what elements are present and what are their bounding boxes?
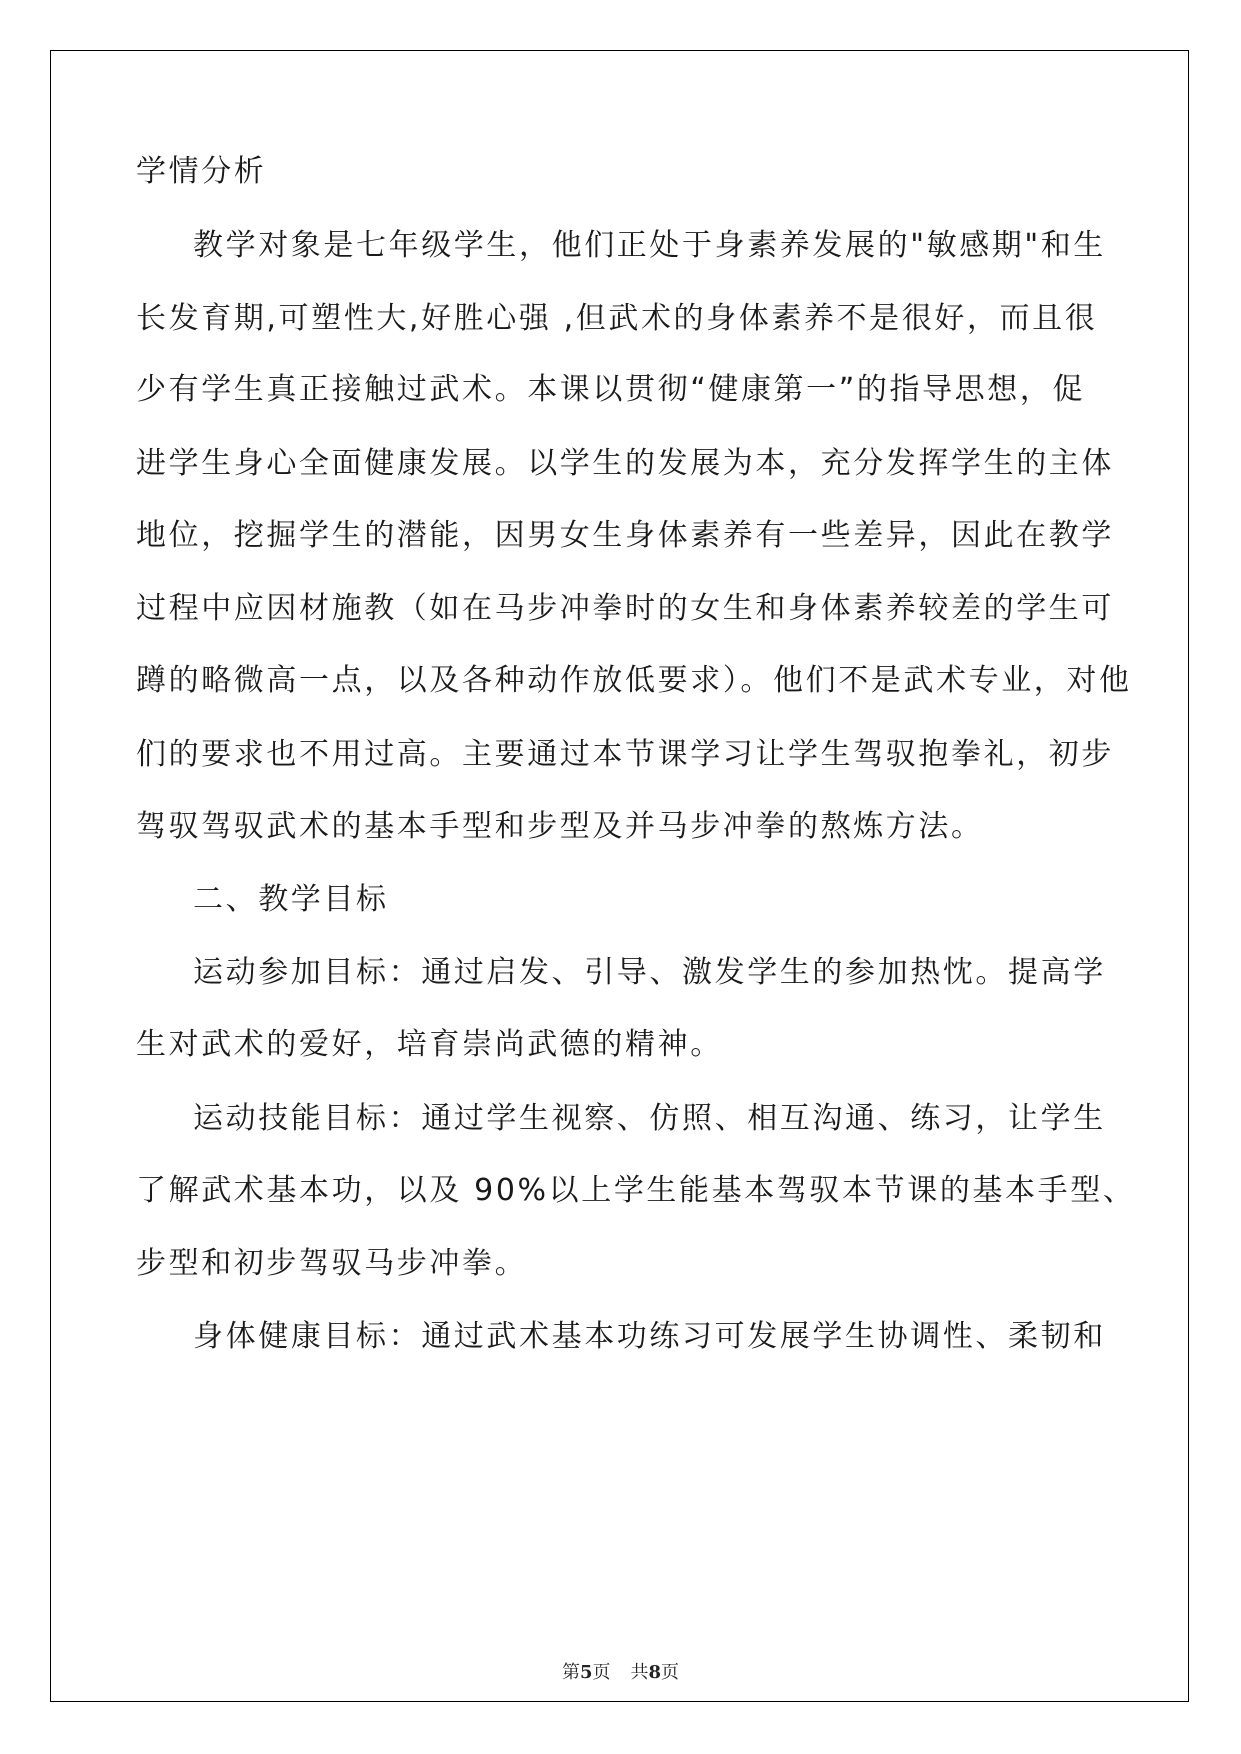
paragraph-line: 驾驭驾驭武术的基本手型和步型及并马步冲拳的熬炼方法。 [136,809,984,844]
footer-total-pages: 8 [648,1662,662,1683]
footer-total-prefix: 共 [630,1662,649,1683]
paragraph-line: 地位，挖掘学生的潜能，因男女生身体素养有一些差异，因此在教学 [136,518,1114,553]
paragraph-line: 蹲的略微高一点，以及各种动作放低要求）。他们不是武术专业，对他 [136,663,1132,698]
section-heading-analysis: 学情分析 [136,154,267,189]
paragraph-line: 进学生身心全面健康发展。以学生的发展为本，充分发挥学生的主体 [136,446,1114,481]
paragraph-line: 们的要求也不用过高。主要通过本节课学习让学生驾驭抱拳礼，初步 [136,737,1114,772]
paragraph-line: 步型和初步驾驭马步冲拳。 [136,1246,528,1281]
footer-page-prefix: 第 [561,1662,580,1683]
paragraph-line: 长发育期,可塑性大,好胜心强 ,但武术的身体素养不是很好，而且很 [136,301,1098,336]
section-heading-goals: 二、教学目标 [193,882,389,917]
paragraph-line: 少有学生真正接触过武术。本课以贯彻“健康第一”的指导思想，促 [136,372,1086,407]
footer-page-number: 5 [579,1662,593,1683]
paragraph-line: 过程中应因材施教（如在马步冲拳时的女生和身体素养较差的学生可 [136,591,1114,626]
page-frame [50,50,1189,1702]
footer-total-suffix: 页 [661,1662,680,1683]
paragraph-line: 教学对象是七年级学生，他们正处于身素养发展的"敏感期"和生 [193,228,1106,263]
footer-page-suffix: 页 [592,1662,611,1683]
paragraph-line: 运动参加目标：通过启发、引导、激发学生的参加热忱。提高学 [193,955,1106,990]
paragraph-line: 了解武术基本功，以及 90%以上学生能基本驾驭本节课的基本手型、 [136,1173,1136,1208]
paragraph-line: 生对武术的爱好，培育崇尚武德的精神。 [136,1027,723,1062]
paragraph-line: 身体健康目标：通过武术基本功练习可发展学生协调性、柔韧和 [193,1319,1106,1354]
paragraph-line: 运动技能目标：通过学生视察、仿照、相互沟通、练习，让学生 [193,1101,1106,1136]
page-footer [0,1658,1241,1684]
